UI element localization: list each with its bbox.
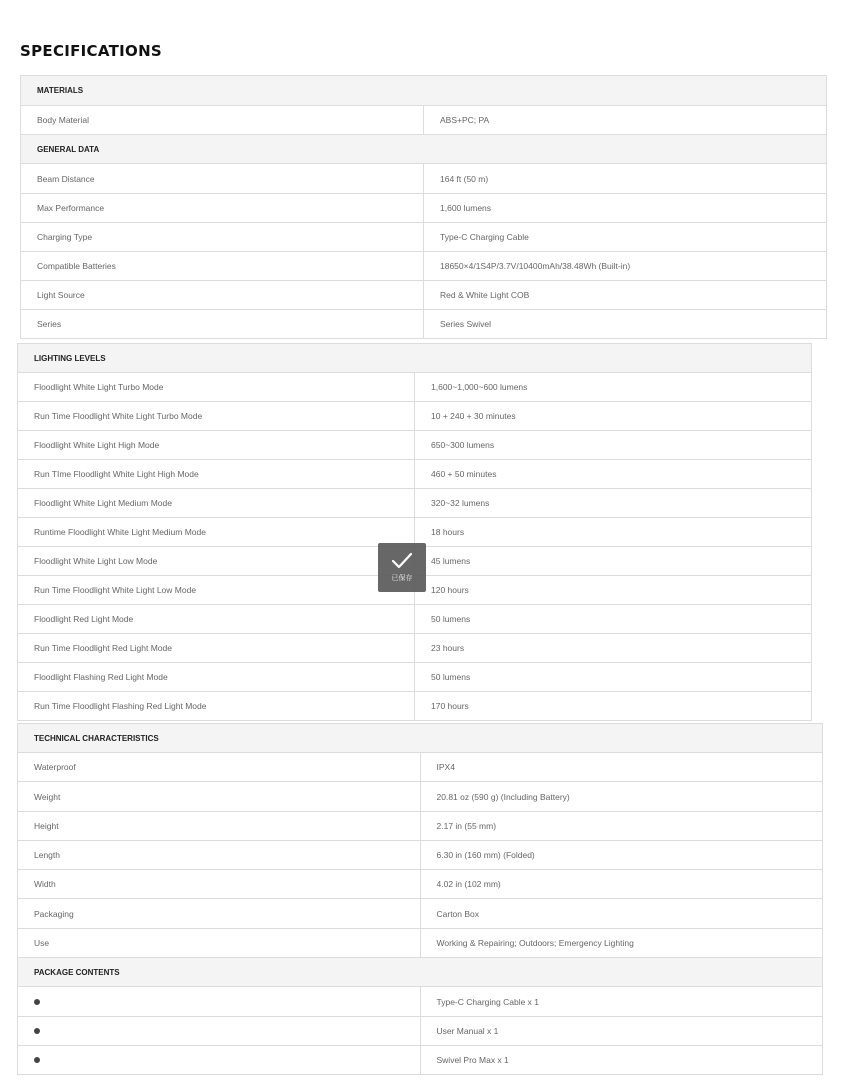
section-title-lighting-levels: LIGHTING LEVELS (18, 344, 812, 373)
spec-value: Carton Box (420, 899, 823, 929)
table-row (18, 605, 812, 634)
saved-toast (378, 543, 426, 592)
package-item: Type-C Charging Cable x 1 (420, 987, 823, 1017)
section-header (18, 958, 823, 987)
table-row (18, 692, 812, 721)
spec-value: 50 lumens (415, 663, 812, 692)
spec-label: Height (18, 812, 421, 841)
spec-value: Red & White Light COB (424, 281, 827, 310)
spec-label: Width (18, 870, 421, 899)
toast-label: 已保存 (391, 575, 413, 582)
package-item: Swivel Pro Max x 1 (420, 1046, 823, 1075)
table-row (18, 663, 812, 692)
table-row (18, 489, 812, 518)
spec-value: 18 hours (415, 518, 812, 547)
bullet-cell (18, 1046, 421, 1075)
spec-label: Run TIme Floodlight White Light High Mode (18, 460, 415, 489)
spec-label: Floodlight White Light High Mode (18, 431, 415, 460)
spec-value: Working & Repairing; Outdoors; Emergency Lighting (420, 929, 823, 958)
section-header (18, 344, 812, 373)
table-row (18, 841, 823, 870)
spec-label: Run Time Floodlight Red Light Mode (18, 634, 415, 663)
bullet-cell (18, 987, 421, 1017)
bullet-cell (18, 1017, 421, 1046)
spec-label: Floodlight White Light Turbo Mode (18, 373, 415, 402)
spec-value: 650~300 lumens (415, 431, 812, 460)
spec-value: 23 hours (415, 634, 812, 663)
spec-value: 320~32 lumens (415, 489, 812, 518)
spec-label: Weight (18, 782, 421, 812)
spec-value: 45 lumens (415, 547, 812, 576)
spec-label: Run Time Floodlight White Light Low Mode (18, 576, 415, 605)
spec-value: ABS+PC; PA (424, 106, 827, 135)
spec-label: Packaging (18, 899, 421, 929)
table-row (18, 431, 812, 460)
spec-value: 50 lumens (415, 605, 812, 634)
spec-value: 164 ft (50 m) (424, 164, 827, 194)
spec-table-technical (17, 723, 823, 1075)
spec-value: 460 + 50 minutes (415, 460, 812, 489)
page-title: SPECIFICATIONS (20, 42, 163, 60)
spec-label: Runtime Floodlight White Light Medium Mode (18, 518, 415, 547)
spec-value: 1,600 lumens (424, 194, 827, 223)
table-row (18, 1046, 823, 1075)
table-row (18, 782, 823, 812)
table-row (18, 634, 812, 663)
spec-value: 1,600~1,000~600 lumens (415, 373, 812, 402)
section-title-package-contents: PACKAGE CONTENTS (18, 958, 823, 987)
spec-value: 18650×4/1S4P/3.7V/10400mAh/38.48Wh (Built-in) (424, 252, 827, 281)
spec-label: Max Performance (21, 194, 424, 223)
spec-label: Floodlight White Light Medium Mode (18, 489, 415, 518)
section-title-materials: MATERIALS (21, 76, 827, 106)
table-row (18, 987, 823, 1017)
table-row (18, 929, 823, 958)
table-row (21, 310, 827, 339)
spec-value: 20.81 oz (590 g) (Including Battery) (420, 782, 823, 812)
bullet-icon (34, 1028, 40, 1034)
table-row (18, 402, 812, 431)
bullet-icon (34, 1057, 40, 1063)
bullet-icon (34, 999, 40, 1005)
check-icon (391, 552, 413, 570)
table-row (21, 223, 827, 252)
table-row (18, 460, 812, 489)
table-row (21, 164, 827, 194)
spec-value: 10 + 240 + 30 minutes (415, 402, 812, 431)
spec-value: 2.17 in (55 mm) (420, 812, 823, 841)
spec-table-lighting (17, 343, 812, 721)
spec-label: Body Material (21, 106, 424, 135)
section-title-technical: TECHNICAL CHARACTERISTICS (18, 724, 823, 753)
spec-value: Type-C Charging Cable (424, 223, 827, 252)
table-row (18, 870, 823, 899)
table-row (21, 194, 827, 223)
table-row (18, 1017, 823, 1046)
spec-label: Waterproof (18, 753, 421, 782)
spec-value: 6.30 in (160 mm) (Folded) (420, 841, 823, 870)
spec-label: Length (18, 841, 421, 870)
table-row (18, 899, 823, 929)
spec-label: Charging Type (21, 223, 424, 252)
spec-value: IPX4 (420, 753, 823, 782)
section-header (21, 76, 827, 106)
package-item: User Manual x 1 (420, 1017, 823, 1046)
spec-label: Series (21, 310, 424, 339)
spec-label: Light Source (21, 281, 424, 310)
spec-table-general (20, 75, 827, 339)
section-header (21, 135, 827, 164)
spec-label: Floodlight Red Light Mode (18, 605, 415, 634)
spec-value: 4.02 in (102 mm) (420, 870, 823, 899)
spec-value: Series Swivel (424, 310, 827, 339)
table-row (18, 753, 823, 782)
spec-label: Run Time Floodlight White Light Turbo Mode (18, 402, 415, 431)
spec-value: 170 hours (415, 692, 812, 721)
table-row (18, 812, 823, 841)
section-title-general-data: GENERAL DATA (21, 135, 827, 164)
table-row (18, 373, 812, 402)
spec-value: 120 hours (415, 576, 812, 605)
spec-label: Use (18, 929, 421, 958)
spec-label: Run Time Floodlight Flashing Red Light Mode (18, 692, 415, 721)
section-header (18, 724, 823, 753)
table-row (21, 281, 827, 310)
spec-label: Beam Distance (21, 164, 424, 194)
table-row (21, 252, 827, 281)
spec-label: Compatible Batteries (21, 252, 424, 281)
table-row (21, 106, 827, 135)
spec-label: Floodlight White Light Low Mode (18, 547, 415, 576)
spec-label: Floodlight Flashing Red Light Mode (18, 663, 415, 692)
